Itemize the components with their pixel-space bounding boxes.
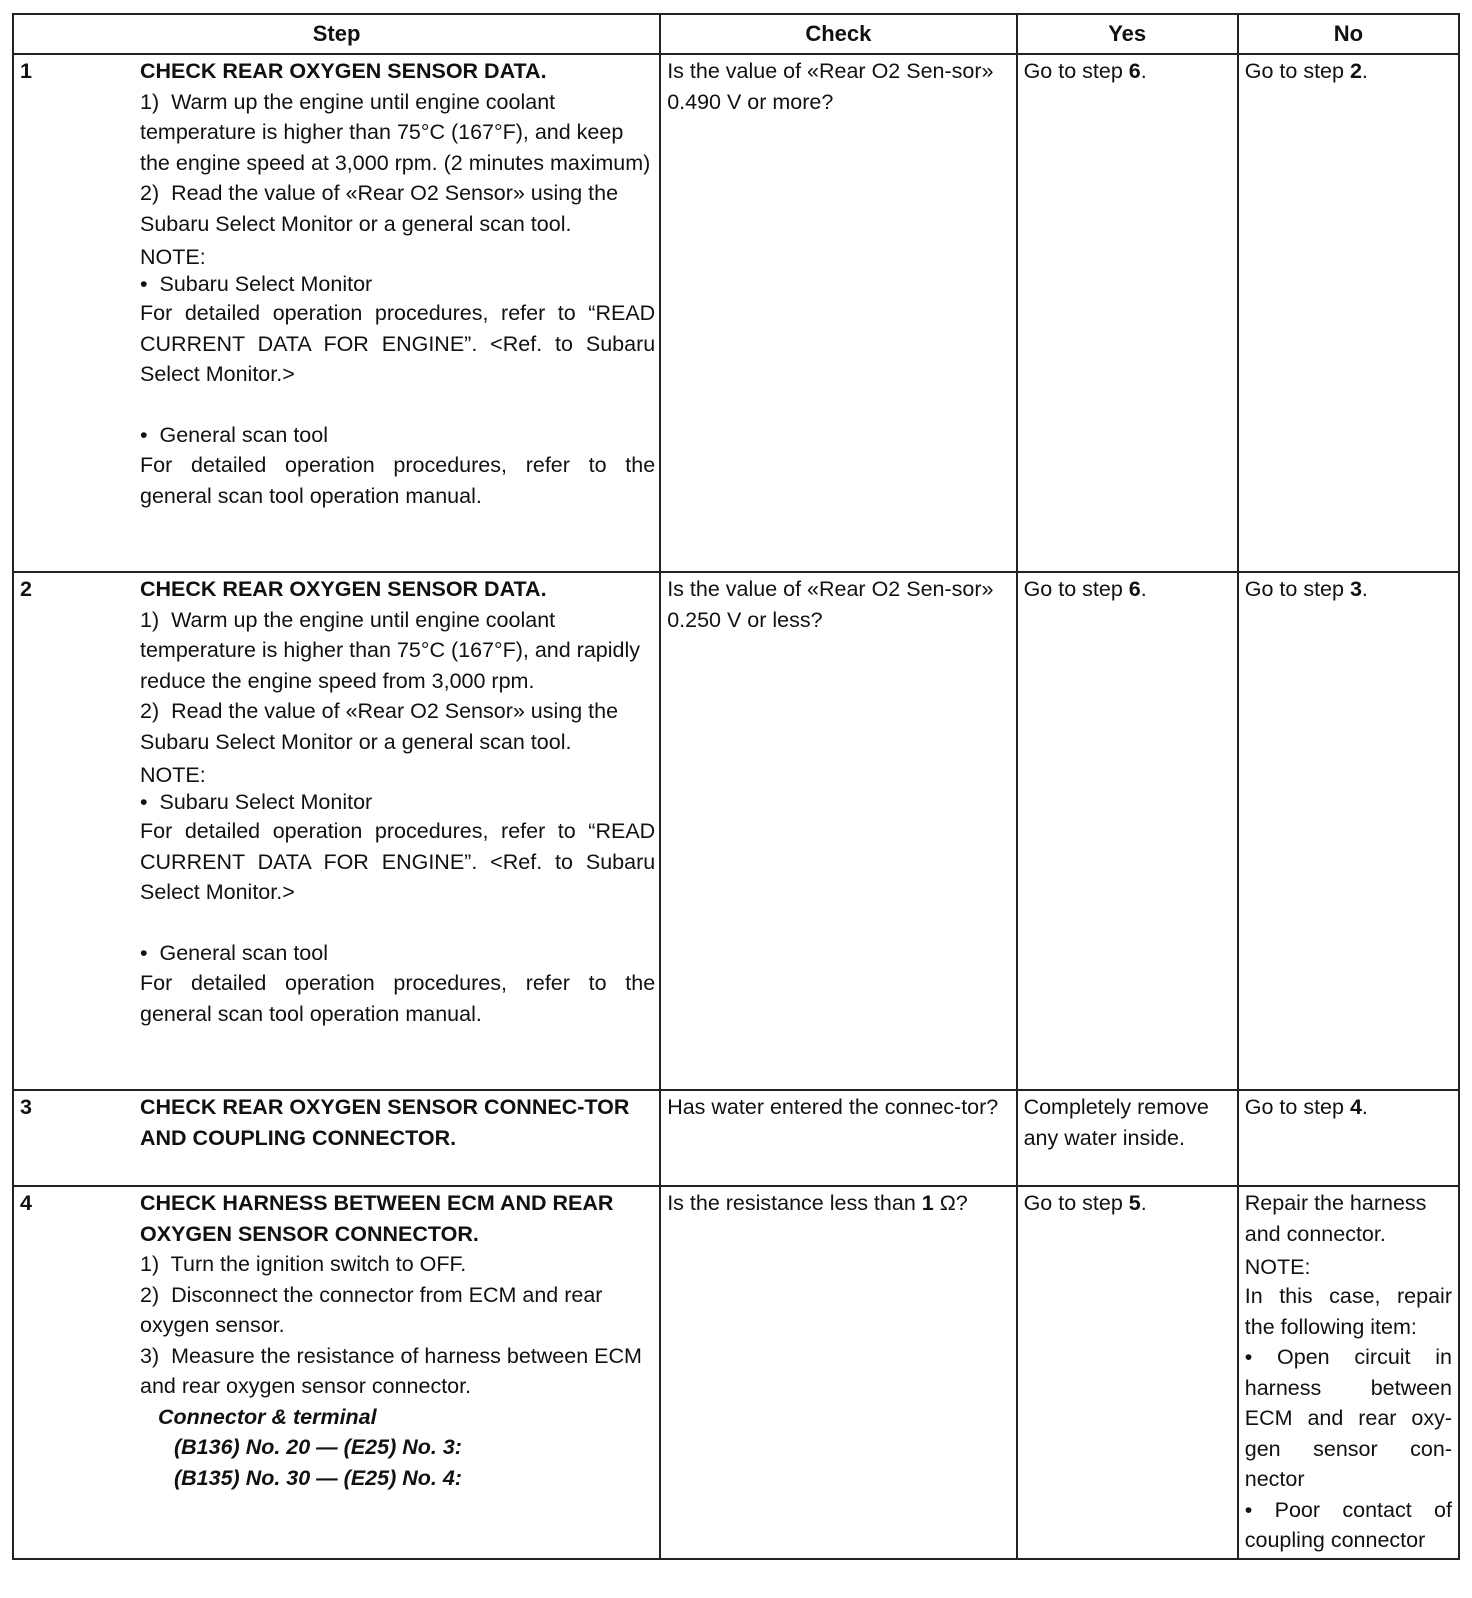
step-title: CHECK REAR OXYGEN SENSOR DATA. — [140, 577, 547, 601]
table-row — [13, 1090, 1459, 1186]
note-item: • Open circuit in harness between ECM and rear oxy-gen sensor con-nector — [1244, 1345, 1452, 1491]
note-label: NOTE: — [1244, 1255, 1311, 1279]
terminal-spec: (B135) No. 30 — (E25) No. 4: — [174, 1465, 462, 1490]
diagnostic-table — [12, 13, 1460, 1560]
note-subtitle: • Subaru Select Monitor — [140, 790, 373, 814]
step-number: 4 — [20, 1191, 32, 1215]
step-title: CHECK REAR OXYGEN SENSOR CONNEC-TOR AND COUPLING CONNECTOR. — [140, 1095, 630, 1150]
step-instruction: 2) Read the value of «Rear O2 Sensor» using the Subaru Select Monitor or a general scan tool. — [140, 181, 619, 236]
diagnostic-table-page — [12, 13, 1460, 1560]
yes-cell: Go to step 6. — [1017, 54, 1238, 572]
note-label: NOTE: — [140, 763, 206, 787]
check-cell: Is the value of «Rear O2 Sen-sor» 0.490 V or more? — [660, 54, 1016, 572]
step-title: CHECK HARNESS BETWEEN ECM AND REAR OXYGEN SENSOR CONNECTOR. — [140, 1191, 614, 1246]
step-instruction: 1) Turn the ignition switch to OFF. — [140, 1252, 467, 1276]
step-number: 3 — [20, 1095, 32, 1119]
table-row — [13, 1186, 1459, 1559]
step-instruction: 2) Disconnect the connector from ECM and rear oxygen sensor. — [140, 1282, 603, 1337]
step-number: 1 — [20, 59, 32, 83]
note-subtitle: • Subaru Select Monitor — [140, 272, 373, 296]
step-cell — [13, 572, 660, 1090]
note-text: For detailed operation procedures, refer to the general scan tool operation manual. — [140, 453, 656, 508]
no-lead-text: Repair the harness and connector. — [1244, 1191, 1427, 1246]
step-cell — [13, 1090, 660, 1186]
note-item: • Poor contact of coupling connector — [1244, 1497, 1452, 1552]
step-cell — [13, 54, 660, 572]
yes-cell: Completely remove any water inside. — [1017, 1090, 1238, 1186]
note-text: For detailed operation procedures, refer to “READ CURRENT DATA FOR ENGINE”. <Ref. to Subaru Select Monitor.> — [140, 819, 656, 904]
note-label: NOTE: — [140, 245, 206, 269]
check-cell: Is the value of «Rear O2 Sen-sor» 0.250 V or less? — [660, 572, 1016, 1090]
no-cell — [1238, 1186, 1459, 1559]
no-cell: Go to step 3. — [1238, 572, 1459, 1090]
yes-cell: Go to step 5. — [1017, 1186, 1238, 1559]
note-subtitle: • General scan tool — [140, 422, 328, 447]
note-text: In this case, repair the following item: — [1244, 1284, 1452, 1339]
header-no: No — [1238, 14, 1459, 54]
step-cell — [13, 1186, 660, 1559]
step-instruction: 1) Warm up the engine until engine coolant temperature is higher than 75°C (167°F), and rapidly reduce the engine speed from 3,000 rpm. — [140, 607, 641, 693]
yes-cell: Go to step 6. — [1017, 572, 1238, 1090]
header-step: Step — [13, 14, 660, 54]
header-yes: Yes — [1017, 14, 1238, 54]
table-row — [13, 572, 1459, 1090]
header-check: Check — [660, 14, 1016, 54]
step-instruction: 3) Measure the resistance of harness between ECM and rear oxygen sensor connector. — [140, 1343, 642, 1398]
connector-label: Connector & terminal — [158, 1404, 377, 1429]
no-cell: Go to step 2. — [1238, 54, 1459, 572]
check-cell: Is the resistance less than 1 Ω? — [660, 1186, 1016, 1559]
step-instruction: 2) Read the value of «Rear O2 Sensor» using the Subaru Select Monitor or a general scan tool. — [140, 699, 619, 754]
table-row — [13, 54, 1459, 572]
no-cell: Go to step 4. — [1238, 1090, 1459, 1186]
note-text: For detailed operation procedures, refer to “READ CURRENT DATA FOR ENGINE”. <Ref. to Subaru Select Monitor.> — [140, 301, 656, 386]
check-cell: Has water entered the connec-tor? — [660, 1090, 1016, 1186]
step-instruction: 1) Warm up the engine until engine coolant temperature is higher than 75°C (167°F), and keep the engine speed at 3,000 rpm. (2 minutes maximum) — [140, 89, 651, 175]
header-row — [13, 14, 1459, 54]
step-title: CHECK REAR OXYGEN SENSOR DATA. — [140, 59, 547, 83]
note-subtitle: • General scan tool — [140, 940, 328, 965]
step-number: 2 — [20, 577, 32, 601]
terminal-spec: (B136) No. 20 — (E25) No. 3: — [174, 1435, 462, 1459]
note-text: For detailed operation procedures, refer to the general scan tool operation manual. — [140, 971, 656, 1026]
